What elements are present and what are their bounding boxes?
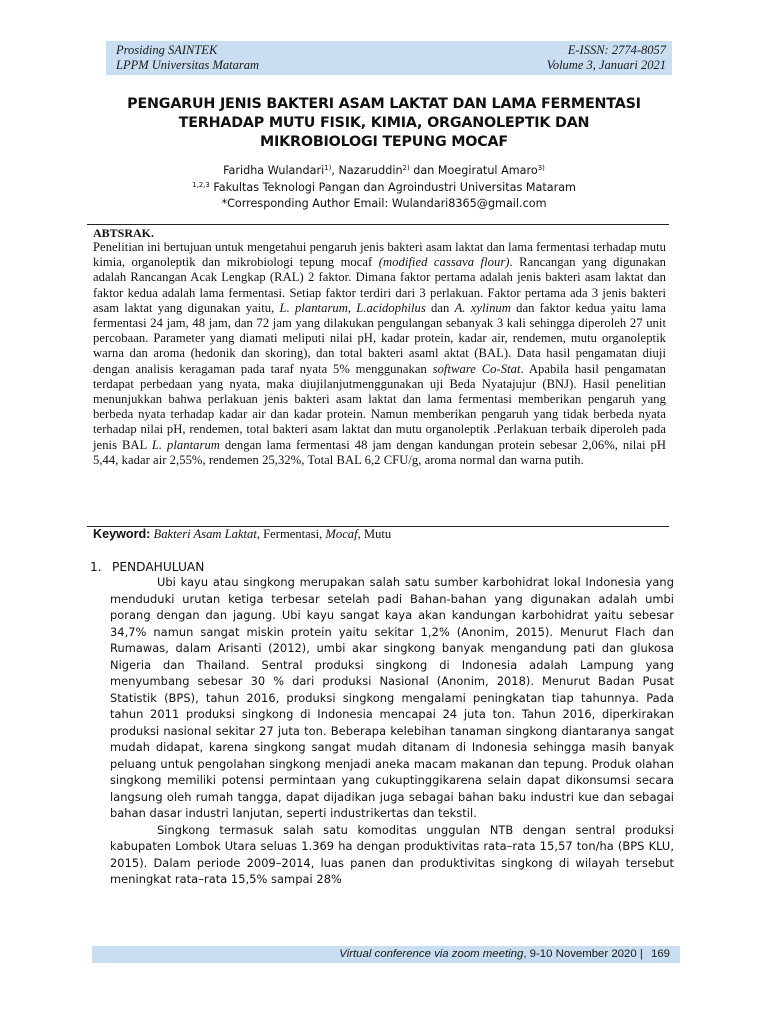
abstract-segment: . Apabila hasil pengamatan terdapat perbedaan yang nyata, maka diujilanjutmenggunakan uji Beda Nyatajujur (BNJ). Hasil penelitian menunjukkan bahwa perlakuan jenis bakteri asam laktat dan lama fermentasi memberikan pengaruh yang berbeda nyata terhadap kadar air dan kadar protein. Namun memberikan pengaruh yang tidak berbeda nyata terhadap nilai pH, rendemen, total bakteri asam laktat dan mutu organoleptik .Perlakuan terbaik diperoleh pada jenis BAL	[93, 361, 666, 452]
abstract-segment: dan	[425, 300, 455, 315]
affiliation-ref: 1,2,3	[192, 181, 210, 189]
title-line: MIKROBIOLOGI TEPUNG MOCAF	[260, 134, 508, 150]
header-left	[116, 43, 259, 73]
author-ref: 2)	[402, 164, 410, 172]
keyword-separator: , Fermentasi,	[256, 527, 326, 541]
body-text	[110, 574, 674, 888]
page-number: 169	[650, 948, 670, 960]
keyword-item: Mocaf	[325, 527, 358, 541]
affiliation-text: Fakultas Teknologi Pangan dan Agroindustri Universitas Mataram	[209, 181, 576, 194]
abstract-segment: dan faktor kedua yaitu lama fermentasi 24 jam, 48 jam, dan 72 jam yang dilakukan pengulangan sebanyak 3 kali sehingga diperoleh 27 unit percobaan. Parameter yang diamati meliputi nilai pH, kadar protein, kadar air, rendemen, mutu organoleptik warna dan aroma (hedonik dan skoring), dan total bakteri asaml aktat (BAL). Data hasil pengamatan diuji dengan analisis keragaman pada taraf nyata 5% menggunakan	[93, 300, 666, 376]
abstract-italic: software Co-Stat	[432, 361, 521, 376]
section-number: 1.	[90, 560, 102, 574]
corresponding-email: *Corresponding Author Email: Wulandari8365@gmail.com	[221, 197, 547, 210]
keywords	[93, 527, 666, 542]
title-line: PENGARUH JENIS BAKTERI ASAM LAKTAT DAN LAMA FERMENTASI	[127, 96, 641, 112]
abstract-italic: (modified cassava flour)	[378, 255, 510, 270]
issn: E-ISSN: 2774-8057	[567, 43, 666, 57]
section-heading	[90, 559, 204, 575]
keyword-separator: , Mutu	[357, 527, 392, 541]
paper-title	[100, 95, 668, 152]
paragraph: Singkong termasuk salah satu komoditas unggulan NTB dengan sentral produksi kabupaten Lombok Utara seluas 1.369 ha dengan produktivitas rata–rata 15,57 ton/ha (BPS KLU, 2015). Dalam periode 2009–2014, luas panen dan produktivitas singkong di wilayah tersebut meningkat rata–rata 15,5% sampai 28%	[110, 822, 674, 886]
abstract-italic: A. xylinum	[454, 300, 511, 315]
abstract-italic: L. plantarum	[151, 437, 220, 452]
abstract-segment: Penelitian ini bertujuan untuk mengetahui pengaruh jenis bakteri asam laktat dan lama fermentasi terhadap mutu kimia, organoleptik dan mikrobiologi tepung mocaf	[93, 240, 666, 270]
title-line: TERHADAP MUTU FISIK, KIMIA, ORGANOLEPTIK DAN	[178, 115, 590, 131]
author-separator: dan	[409, 164, 438, 177]
keyword-item: Bakteri Asam Laktat	[153, 527, 257, 541]
journal-name: Prosiding SAINTEK	[116, 43, 218, 57]
paragraph: Ubi kayu atau singkong merupakan salah satu sumber karbohidrat lokal Indonesia yang menduduki urutan ketiga terbesar setelah padi Bahan-bahan yang digunakan adalah umbi porang dengan dan jagung. Ubi kayu sangat kaya akan kandungan karbohidrat yaitu sebesar 34,7% namun sangat miskin protein yaitu sekitar 1,2% (Anonim, 2015). Menurut Flach dan Rumawas, dalam Arisanti (2012), umbi akar singkong banyak mengandung pati dan glukosa Nigeria dan Thailand. Sentral produksi singkong di Indonesia adalah Lampung yang menyumbang sebesar 30 % dari produksi Nasional (Anonim, 2018). Menurut Badan Pusat Statistik (BPS), tahun 2016, produksi singkong mengalami peningkatan tiap tahunnya. Pada tahun 2011 produksi singkong di Indonesia mencapai 24 juta ton. Tahun 2016, diperkirakan produksi nasional sekitar 27 juta ton. Beberapa kelebihan tanaman singkong diantaranya sangat mudah didapat, karena singkong sangat mudah ditanam di Indonesia sehingga masih banyak peluang untuk pengolahan singkong menjadi aneka macam makanan dan tepung. Produk olahan singkong memiliki potensi permintaan yang cukuptinggikarena selain dapat dikonsumsi secara langsung oleh rumah tangga, dapat dijadikan juga sebagai bahan baku industri kue dan sebagai bahan dasar industri lanjutan, seperti industrikertas dan tekstil.	[110, 575, 674, 820]
abstract-text	[93, 240, 666, 468]
header-right	[547, 43, 666, 73]
author-name: Nazaruddin	[338, 164, 403, 177]
publisher-name: LPPM Universitas Mataram	[116, 58, 260, 72]
author-separator: ,	[331, 164, 339, 177]
author-list	[100, 163, 668, 178]
running-header	[106, 41, 672, 75]
author-name: Moegiratul Amaro	[437, 164, 538, 177]
author-name: Faridha Wulandari	[223, 164, 325, 177]
conference-name: Virtual conference via zoom meeting	[339, 948, 524, 960]
author-ref: 3)	[537, 164, 545, 172]
abstract-italic: L. plantarum, L.acidophilus	[279, 300, 426, 315]
author-ref: 1)	[324, 164, 332, 172]
abstract-heading: ABTSRAK.	[93, 226, 155, 240]
keywords-label: Keyword:	[93, 527, 151, 541]
conference-date: , 9-10 November 2020 |	[523, 948, 646, 960]
affiliation	[100, 180, 668, 195]
abstract-segment: dengan lama fermentasi 48 jam dengan kandungan protein sebesar 2,06%, nilai pH 5,44, kadar air 2,55%, rendemen 25,32%, Total BAL 6,2 CFU/g, aroma normal dan warna putih.	[93, 437, 666, 467]
page-footer	[92, 946, 680, 963]
section-title: PENDAHULUAN	[112, 560, 205, 574]
volume-info: Volume 3, Januari 2021	[546, 58, 666, 72]
abstract-segment: . Rancangan yang digunakan adalah Rancangan Acak Lengkap (RAL) 2 faktor. Dimana faktor pertama adalah jenis bakteri asam laktat dan faktor kedua adalah lama fermentasi. Setiap faktor terdiri dari 3 perlakuan. Faktor pertama ada 3 jenis bakteri asam laktat yang digunakan yaitu,	[93, 255, 667, 315]
